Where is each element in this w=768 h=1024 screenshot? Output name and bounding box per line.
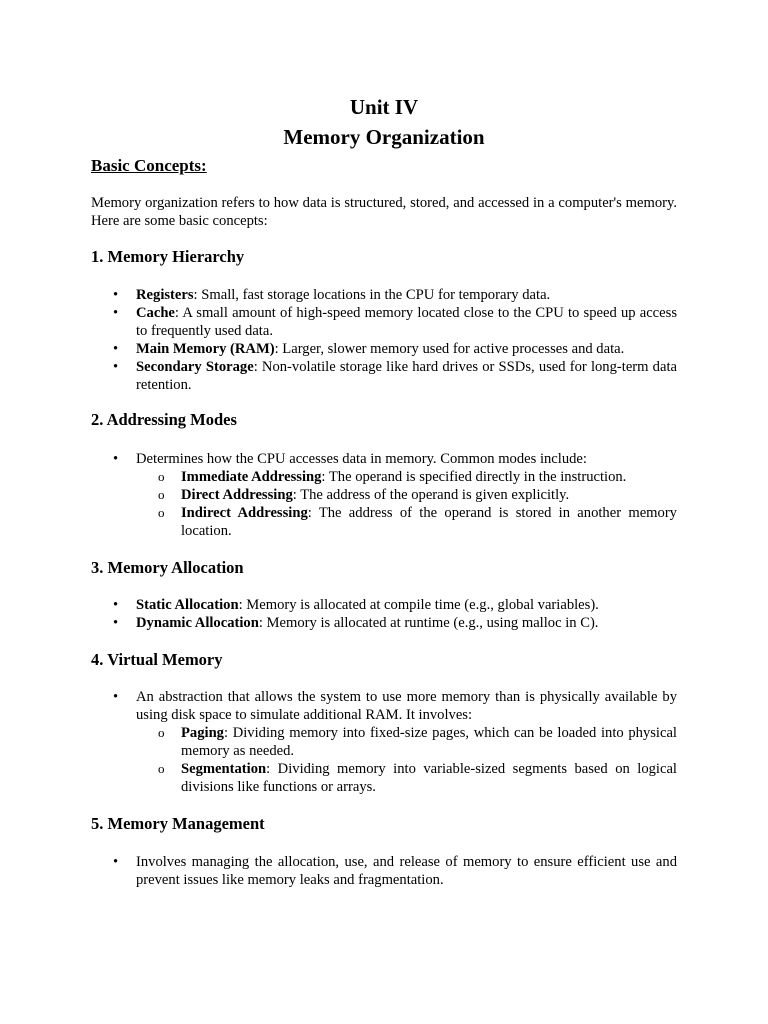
list-item-text: : Memory is allocated at runtime (e.g., using malloc in C).: [258, 615, 599, 631]
list-item-text: Determines how the CPU accesses data in memory. Common modes include:: [136, 451, 587, 467]
sublist-item: [136, 468, 677, 486]
list-item: [91, 358, 677, 394]
section-heading-addressing-modes: 2. Addressing Modes: [91, 410, 237, 429]
list-item-text: Involves managing the allocation, use, and release of memory to ensure efficient use and prevent issues like memory leaks and fragmentation.: [136, 854, 677, 888]
sublist-item: [136, 724, 677, 760]
basic-concepts-heading: Basic Concepts:: [91, 156, 207, 175]
list-item-text: : A small amount of high-speed memory located close to the CPU to speed up access to frequently used data.: [136, 305, 677, 339]
section-heading-memory-hierarchy: 1. Memory Hierarchy: [91, 247, 245, 266]
section-heading-memory-allocation: 3. Memory Allocation: [91, 558, 244, 577]
list-item-term: Secondary Storage: [136, 359, 254, 375]
list-item-term: Cache: [136, 305, 175, 321]
list-item-text: : Larger, slower memory used for active processes and data.: [274, 341, 625, 357]
list-item: [91, 688, 677, 796]
list-item-text: An abstraction that allows the system to use more memory than is physically available by using disk space to simulate additional RAM. It involves:: [136, 689, 677, 723]
list-item: [91, 450, 677, 540]
list-item: [91, 340, 677, 358]
list-item-term: Registers: [136, 287, 194, 303]
intro-paragraph: Memory organization refers to how data is structured, stored, and accessed in a computer's memory. Here are some basic concepts:: [91, 195, 677, 229]
document-title: Memory Organization: [283, 125, 485, 149]
addressing-modes-sublist: [136, 468, 677, 540]
sublist-item-term: Segmentation: [181, 761, 267, 777]
unit-title: Unit IV: [349, 95, 419, 119]
sublist-item-text: : The operand is specified directly in the instruction.: [321, 469, 627, 485]
addressing-modes-list: [91, 450, 677, 540]
sublist-item-text: : Dividing memory into fixed-size pages, which can be loaded into physical memory as needed.: [181, 725, 677, 759]
list-item-term: Static Allocation: [136, 597, 239, 613]
memory-allocation-list: [91, 596, 677, 632]
memory-management-list: [91, 853, 677, 889]
sublist-item-text: : The address of the operand is stored in another memory location.: [181, 505, 677, 539]
section-heading-memory-management: 5. Memory Management: [91, 814, 265, 833]
sublist-item: [136, 504, 677, 540]
virtual-memory-sublist: [136, 724, 677, 796]
list-item: [91, 614, 677, 632]
list-item-term: Dynamic Allocation: [136, 615, 259, 631]
list-item-text: : Non-volatile storage like hard drives or SSDs, used for long-term data retention.: [136, 359, 677, 393]
sublist-item: [136, 486, 677, 504]
list-item: [91, 304, 677, 340]
list-item: [91, 853, 677, 889]
section-heading-virtual-memory: 4. Virtual Memory: [91, 650, 223, 669]
list-item-text: : Memory is allocated at compile time (e.g., global variables).: [238, 597, 599, 613]
list-item-term: Main Memory (RAM): [136, 341, 275, 357]
list-item: [91, 596, 677, 614]
sublist-item-term: Indirect Addressing: [181, 505, 308, 521]
sublist-item-term: Immediate Addressing: [181, 469, 322, 485]
sublist-item-text: : The address of the operand is given explicitly.: [292, 487, 570, 503]
list-item: [91, 286, 677, 304]
sublist-item: [136, 760, 677, 796]
sublist-item-term: Paging: [181, 725, 224, 741]
list-item-text: : Small, fast storage locations in the CPU for temporary data.: [193, 287, 551, 303]
sublist-item-term: Direct Addressing: [181, 487, 293, 503]
memory-hierarchy-list: [91, 286, 677, 394]
sublist-item-text: : Dividing memory into variable-sized segments based on logical divisions like functions or arrays.: [181, 761, 677, 795]
virtual-memory-list: [91, 688, 677, 796]
